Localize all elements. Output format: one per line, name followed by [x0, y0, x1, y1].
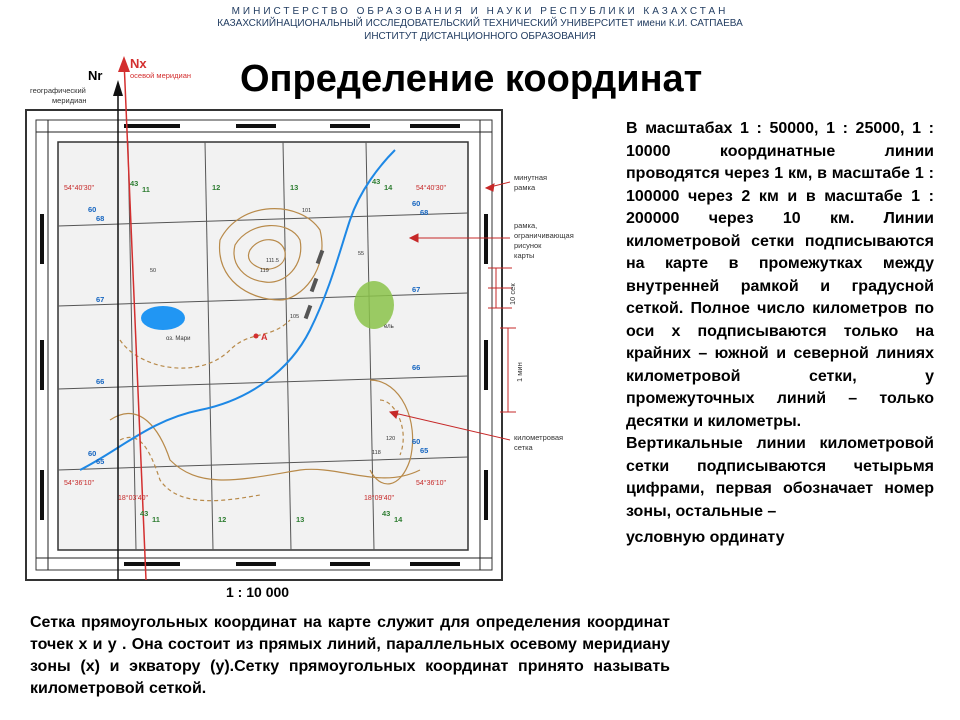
lon-bottom-left: 18°03'40" — [118, 495, 148, 502]
x-label-top: 11 — [142, 185, 150, 194]
university-header: КАЗАХСКИЙНАЦИОНАЛЬНЫЙ ИССЛЕДОВАТЕЛЬСКИЙ ТЕХНИЧЕСКИЙ УНИВЕРСИТЕТ имени К.И. САТПАЕВА — [217, 18, 743, 29]
height-label: 55 — [358, 251, 365, 257]
x-label-top: 43 — [372, 177, 381, 186]
point-a-label: A — [261, 332, 268, 342]
y-label-left: 60 — [88, 449, 97, 458]
lake — [141, 306, 185, 330]
height-label: 111.5 — [266, 258, 279, 264]
y-label-right: 67 — [412, 285, 421, 294]
topographic-map — [0, 44, 620, 584]
forest — [354, 281, 394, 329]
ministry-header: МИНИСТЕРСТВО ОБРАЗОВАНИЯ И НАУКИ РЕСПУБЛИКИ КАЗАХСТАН — [231, 6, 729, 17]
x-label-top: 13 — [290, 183, 299, 192]
callout-10sec: 10 сек — [508, 283, 517, 305]
lake-label: оз. Мари — [166, 336, 191, 342]
right-description — [626, 118, 934, 550]
right-paragraph-2-last: условную ординату — [626, 529, 785, 546]
callout-km-grid-2: сетка — [514, 443, 533, 452]
y-label-left: 68 — [96, 214, 105, 223]
y-label-right: 60 — [412, 199, 421, 208]
axial-meridian-label: осевой меридиан — [130, 71, 192, 80]
lat-top-left: 54°40'30" — [64, 185, 94, 192]
x-label-bottom: 43 — [140, 509, 149, 518]
y-label-right: 68 — [420, 208, 429, 217]
forest-label: ель — [384, 324, 394, 330]
y-label-right: 65 — [420, 446, 429, 455]
x-label-bottom: 12 — [218, 515, 227, 524]
callout-frame-1: рамка, — [514, 221, 538, 230]
lat-top-right: 54°40'30" — [416, 185, 446, 192]
callout-frame-2: ограничивающая — [514, 231, 574, 240]
height-label: 120 — [386, 436, 396, 442]
lat-bottom-right: 54°36'10" — [416, 480, 446, 487]
lat-bottom-left: 54°36'10" — [64, 480, 94, 487]
x-label-bottom: 14 — [394, 515, 403, 524]
height-label: 105 — [290, 314, 300, 320]
y-label-right: 66 — [412, 363, 421, 372]
y-label-left: 65 — [96, 457, 105, 466]
x-label-bottom: 11 — [152, 515, 160, 524]
callout-minute-frame-2: рамка — [514, 183, 536, 192]
right-paragraph-2: Вертикальные линии километровой сетки подписываются четырьмя цифрами, первая обозначает номер зоны, остальные – — [626, 435, 934, 520]
callout-minute-frame-1: минутная — [514, 173, 548, 182]
callout-frame-4: карты — [514, 251, 535, 260]
map-scale: 1 : 10 000 — [226, 584, 290, 600]
x-label-top: 12 — [212, 183, 221, 192]
y-label-left: 66 — [96, 377, 105, 386]
geo-meridian-label-1: географический — [30, 86, 86, 95]
x-label-top: 14 — [384, 183, 393, 192]
bottom-description: Сетка прямоугольных координат на карте служит для определения координат точек x и y . Она состоит из прямых линий, параллельных осевому меридиану зоны (x) и экватору (y).Сетку прямоугольных координат принято называть километровой сеткой. — [30, 614, 670, 697]
height-label: 119 — [260, 268, 269, 274]
x-label-bottom: 13 — [296, 515, 305, 524]
page-title: Определение координат — [240, 58, 703, 100]
institute-header: ИНСТИТУТ ДИСТАНЦИОННОГО ОБРАЗОВАНИЯ — [364, 31, 596, 42]
y-label-left: 67 — [96, 295, 105, 304]
callout-km-grid-1: километровая — [514, 433, 564, 442]
x-label-bottom: 43 — [382, 509, 391, 518]
lon-bottom-right: 18°09'40" — [364, 495, 394, 502]
nr-label: Nr — [88, 68, 103, 83]
height-label: 50 — [150, 268, 157, 274]
geo-meridian-label-2: меридиан — [52, 96, 87, 105]
height-label: 101 — [302, 208, 312, 214]
right-paragraph-1: В масштабах 1 : 50000, 1 : 25000, 1 : 10000 координатные линии проводятся через 1 км, в масштабе 1 : 100000 через 2 км и в масштабе 1 : 200000 через 10 км. Линии километровой сетки подписываются на карте в промежутках между внутренней рамкой и градусной сеткой. Полное число километров по оси x подписываются только на крайних – южной и северной линиях километровой сетки, у промежуточных линий – только десятки и километры. — [626, 120, 934, 430]
nx-label: Nx — [130, 56, 147, 71]
y-label-left: 60 — [88, 205, 97, 214]
x-label-top: 43 — [130, 179, 139, 188]
callout-frame-3: рисунок — [514, 241, 542, 250]
height-label: 118 — [372, 450, 381, 456]
y-label-right: 60 — [412, 437, 421, 446]
callout-1min: 1 мин — [515, 362, 524, 382]
